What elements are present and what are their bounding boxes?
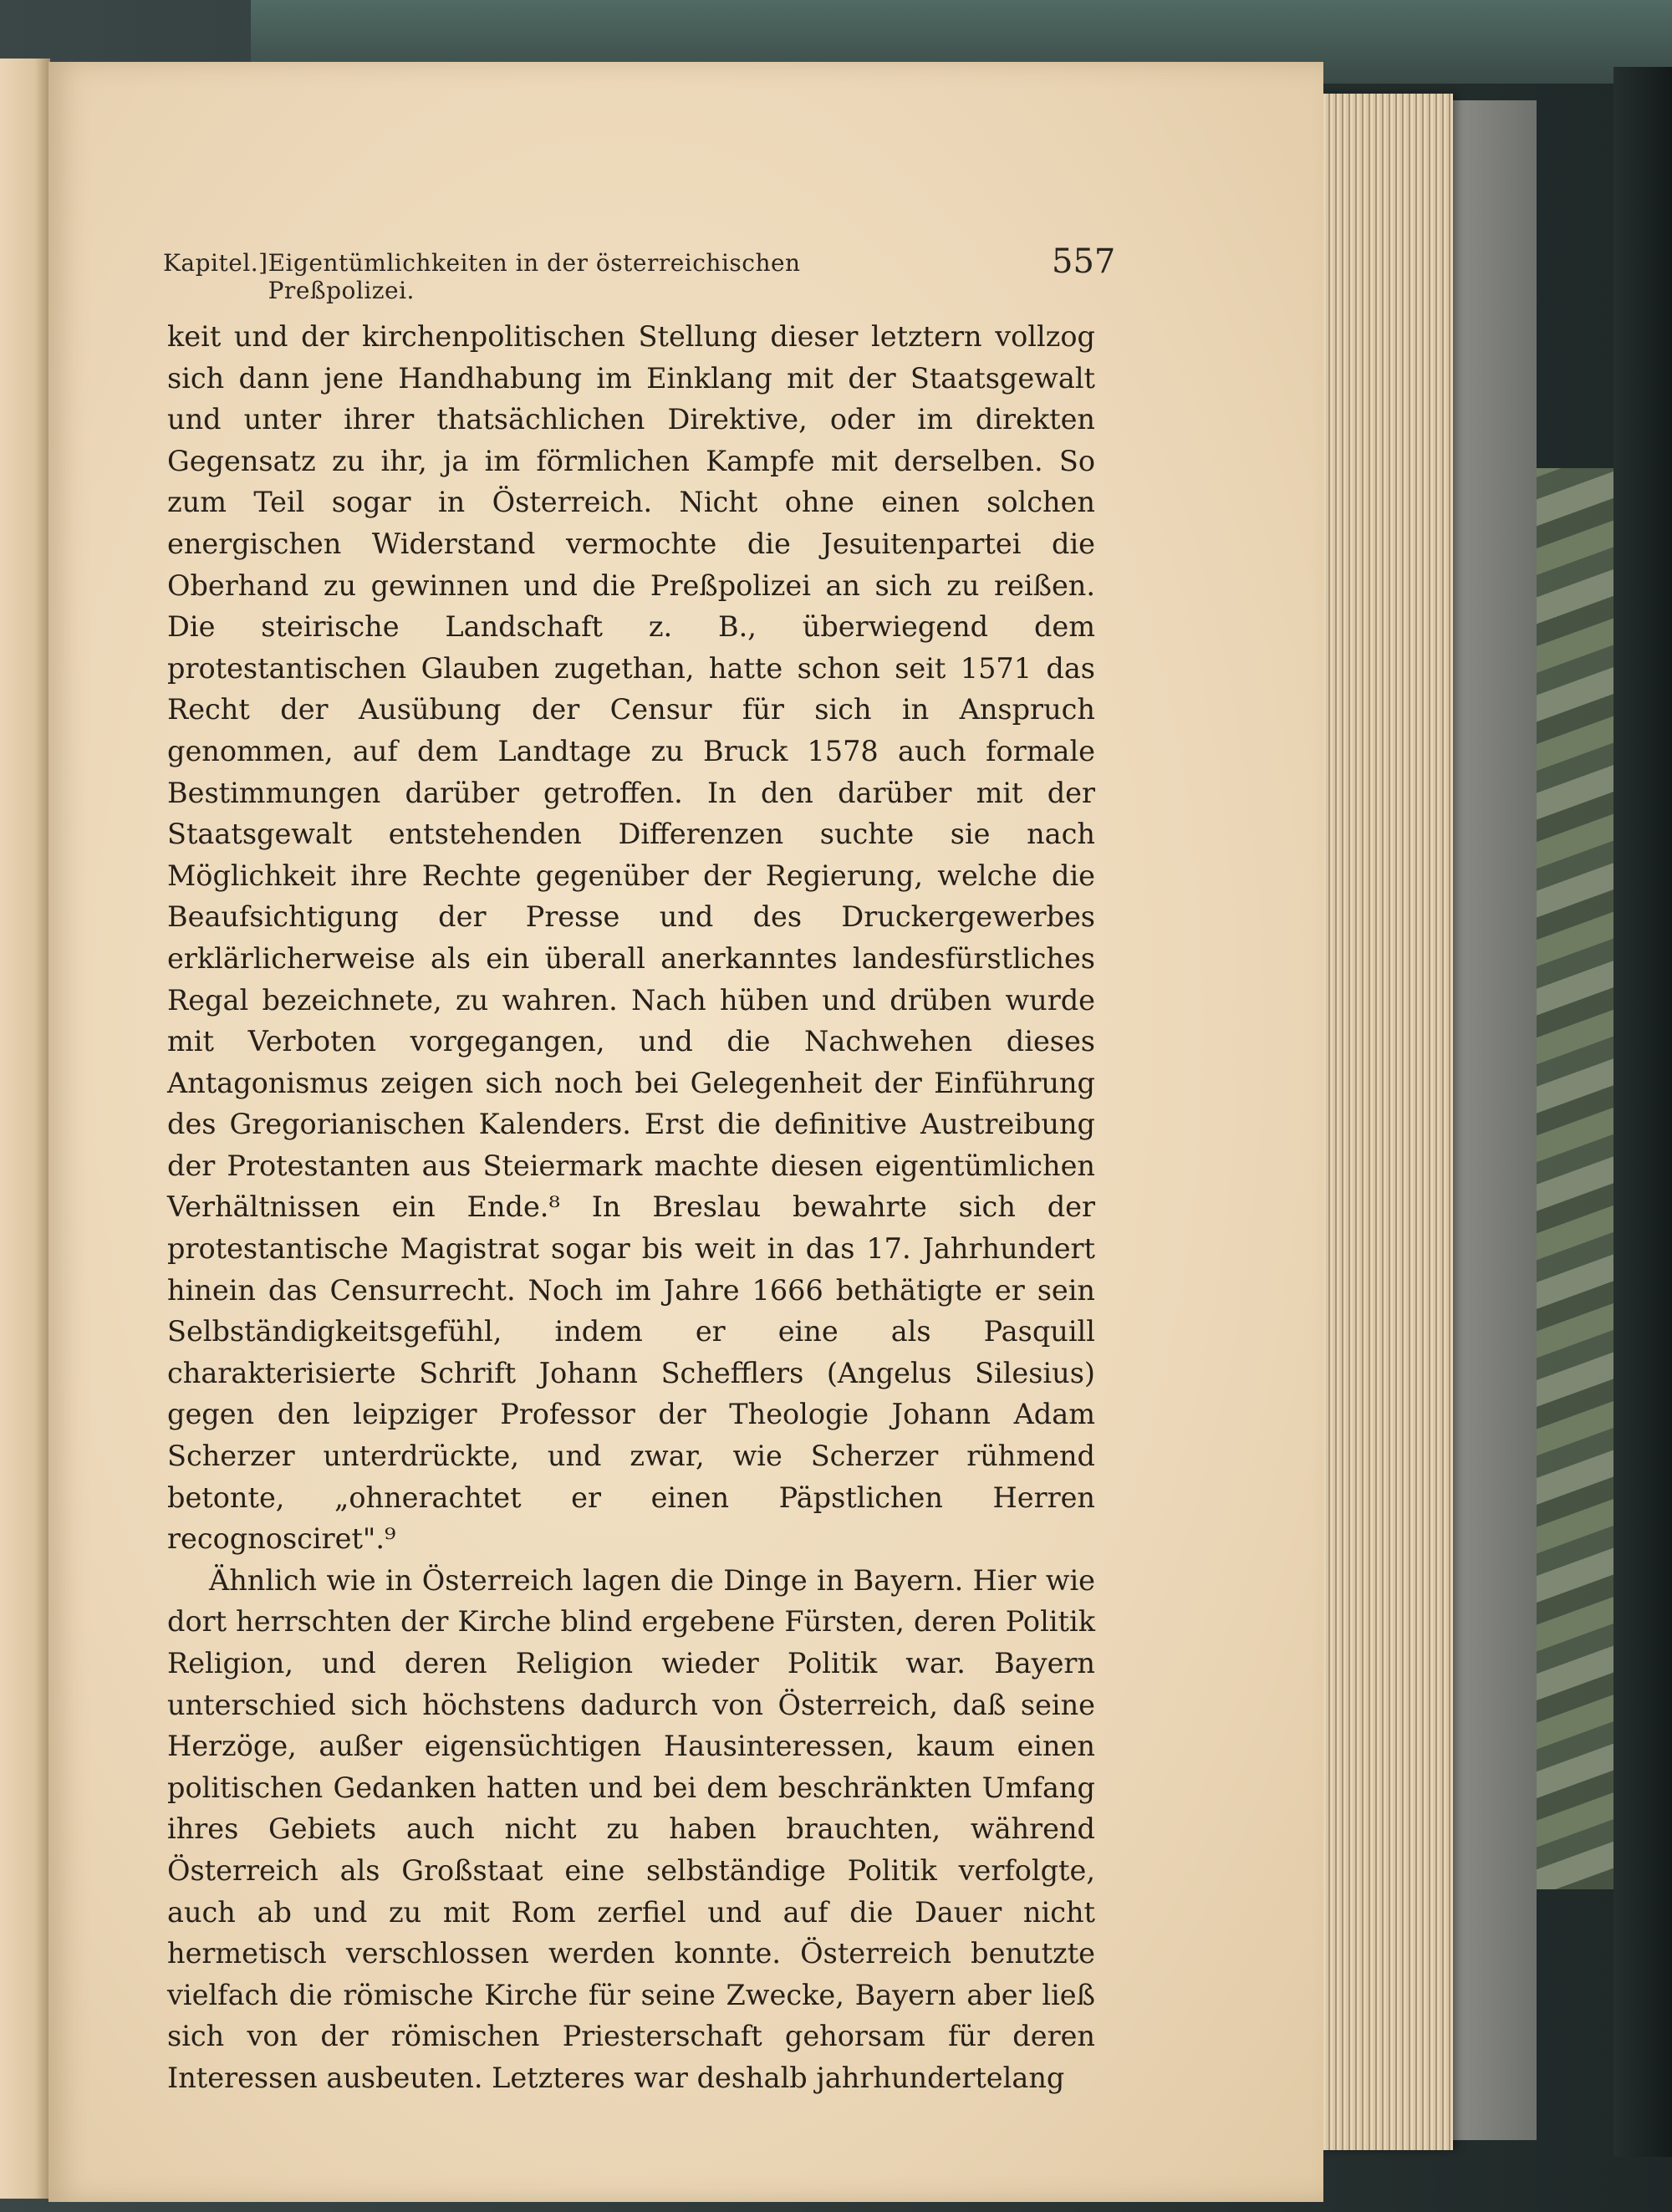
- page-stack-edges: [1319, 94, 1453, 2150]
- paragraph: keit und der kirchenpolitischen Stellung dieser letztern vollzog sich dann jene Handhabung im Einklang mit der Staatsgewalt und unter ihrer thatsächlichen Direktive, oder im direkten Gegensatz zu ihr, ja im förmlichen Kampfe mit derselben. So zum Teil sogar in Österreich. Nicht ohne einen solchen energischen Widerstand vermochte die Jesuitenpartei die Oberhand zu gewinnen und die Preßpolizei an sich zu reißen. Die steirische Landschaft z. B., überwiegend dem protestantischen Glauben zugethan, hatte schon seit 1571 das Recht der Ausübung der Censur für sich in Anspruch genommen, auf dem Landtage zu Bruck 1578 auch formale Bestimmungen darüber getroffen. In den darüber mit der Staatsgewalt entstehenden Differenzen suchte sie nach Möglichkeit ihre Rechte gegenüber der Regierung, welche die Beaufsichtigung der Presse und des Druckergewerbes erklärlicherweise als ein überall anerkanntes landesfürstliches Regal bezeichnete, zu wahren. Nach hüben und drüben wurde mit Verboten vorgegangen, und die Nachwehen dieses Antagonismus zeigen sich noch bei Gelegenheit der Einführung des Gregorianischen Kalenders. Erst die definitive Austreibung der Protestanten aus Steiermark machte diesen eigentümlichen Verhältnissen ein Ende.⁸ In Breslau bewahrte sich der protestantische Magistrat sogar bis weit in das 17. Jahrhundert hinein das Censurrecht. Noch im Jahre 1666 bethätigte er sein Selbständigkeitsgefühl, indem er eine als Pasquill charakterisierte Schrift Johann Schefflers (Angelus Silesius) gegen den leipziger Professor der Theologie Johann Adam Scherzer unterdrückte, und zwar, wie Scherzer rühmend betonte, „ohnerachtet er einen Päpstlichen Herren recognosciret".⁹: [167, 320, 1095, 1556]
- running-head-title: Eigentümlichkeiten in der österreichischen Preßpolizei.: [268, 249, 801, 304]
- back-board: [1453, 100, 1537, 2140]
- body-text: [167, 316, 1095, 2099]
- running-head-chapter: Kapitel.]: [163, 249, 268, 277]
- page-number: 557: [1052, 242, 1116, 281]
- binding-edge: [1613, 67, 1672, 2157]
- paragraph: Ähnlich wie in Österreich lagen die Dinge in Bayern. Hier wie dort herrschten der Kirche blind ergebene Fürsten, deren Politik Religion, und deren Religion wieder Politik war. Bayern unterschied sich höchstens dadurch von Österreich, daß seine Herzöge, außer eigensüchtigen Hausinteressen, kaum einen politischen Gedanken hatten und bei dem beschränkten Umfang ihres Gebiets auch nicht zu haben brauchten, während Österreich als Großstaat eine selbständige Politik verfolgte, auch ab und zu mit Rom zerfiel und auf die Dauer nicht hermetisch verschlossen werden konnte. Österreich benutzte vielfach die römische Kirche für seine Zwecke, Bayern aber ließ sich von der römischen Priesterschaft gehorsam für deren Interessen ausbeuten. Letzteres war deshalb jahrhundertelang: [167, 1563, 1095, 2094]
- left-page-edge: [0, 59, 50, 2199]
- running-head: [163, 249, 1095, 304]
